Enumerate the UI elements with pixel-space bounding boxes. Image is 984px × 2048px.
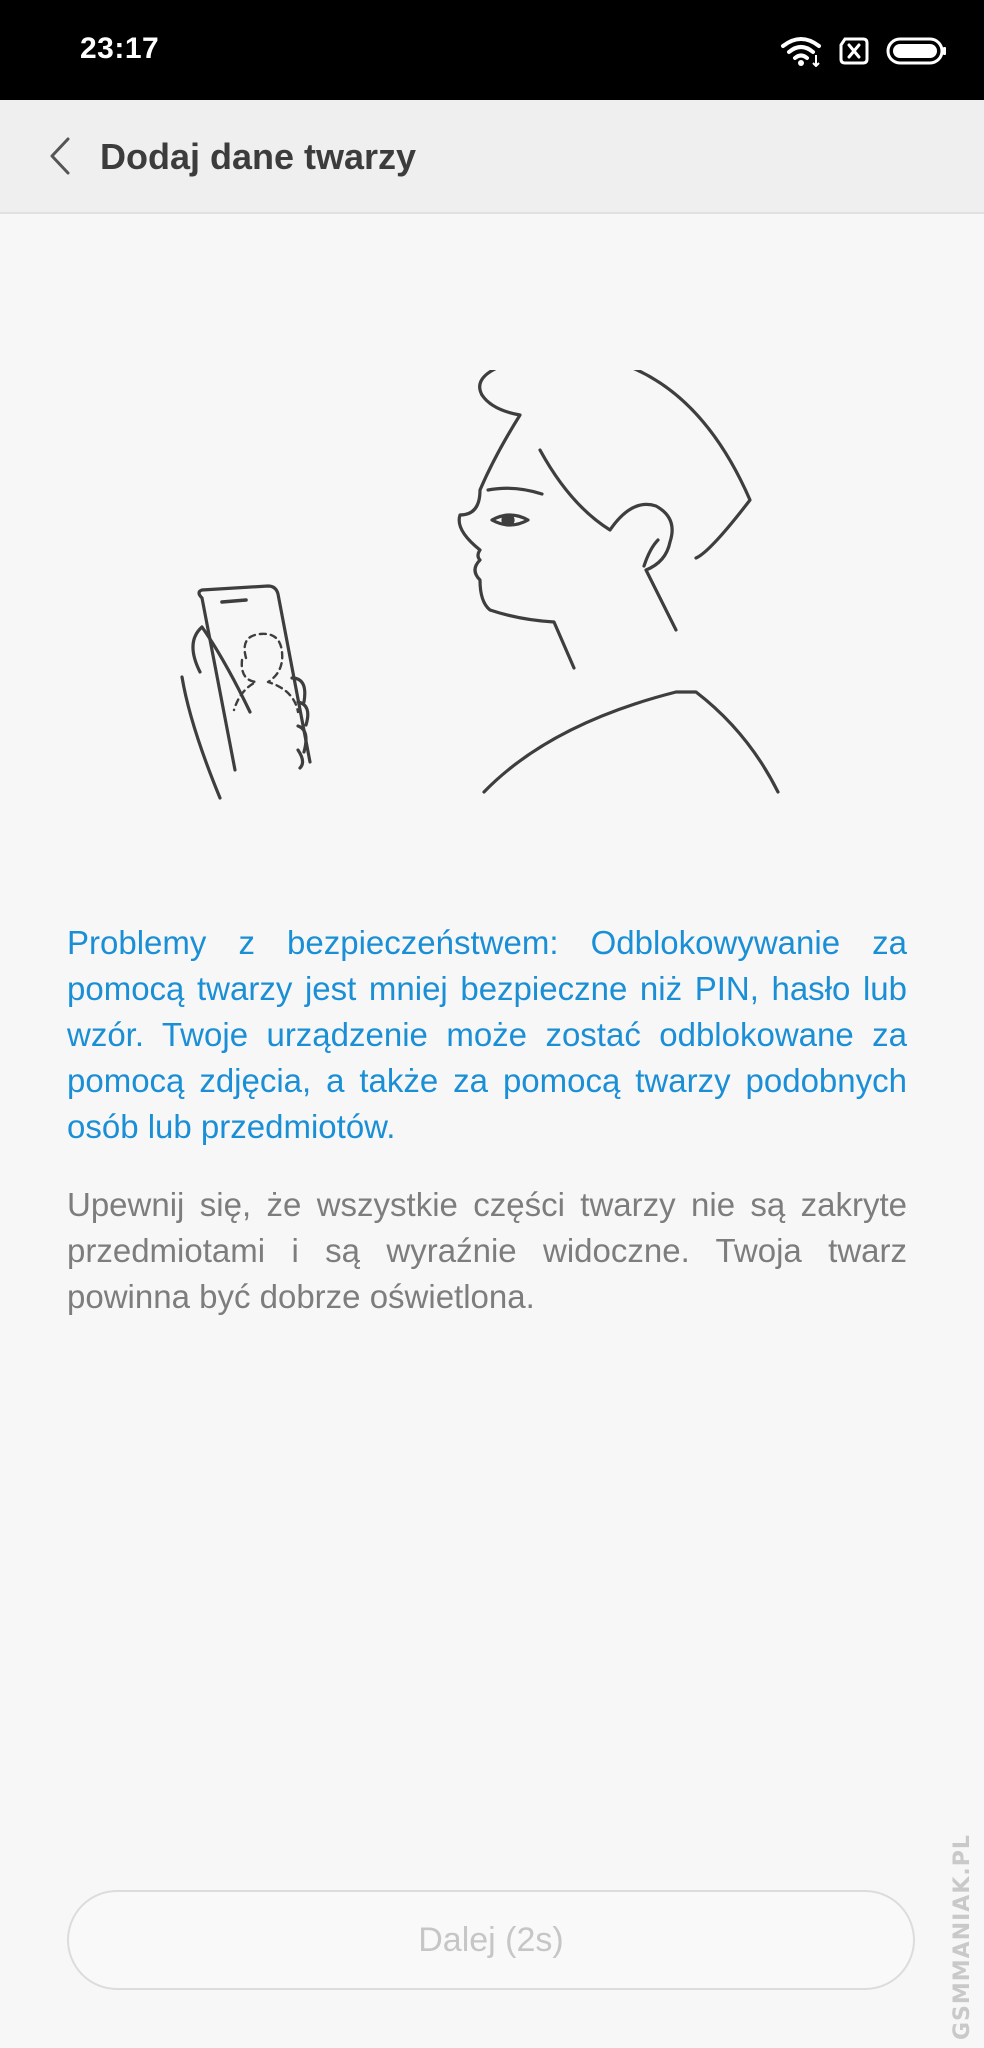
page-title: Dodaj dane twarzy <box>100 136 417 177</box>
status-time: 23:17 <box>80 32 160 65</box>
status-bar <box>0 0 984 100</box>
phone-outline <box>199 586 310 770</box>
sim-disabled-icon <box>838 37 870 65</box>
chevron-left-icon <box>48 136 72 176</box>
status-icons <box>780 34 948 68</box>
security-warning-text: Problemy z bezpieczeństwem: Odblokowywanie za pomocą twarzy jest mniej bezpieczne niż PIN, hasło lub wzór. Twoje urządzenie może zostać odblokowane za pomocą zdjęcia, a także za pomocą twarzy podobnych osób lub przedmiotów. <box>67 924 907 1145</box>
face-scan-illustration <box>180 370 800 810</box>
shoulder-outline <box>484 692 778 792</box>
face-visibility-info-text: Upewnij się, że wszystkie części twarzy nie są zakryte przedmiotami i są wyraźnie widoczne. Twoja twarz powinna być dobrze oświetlona. <box>67 1186 907 1315</box>
wifi-icon <box>780 35 822 67</box>
next-button[interactable]: Dalej (2s) <box>67 1890 915 1990</box>
app-header <box>0 100 984 214</box>
watermark-logo: GSMMANIAK.PL <box>950 1834 975 2040</box>
head-outline <box>480 370 750 558</box>
battery-icon <box>886 36 948 66</box>
back-button[interactable] <box>30 126 90 186</box>
